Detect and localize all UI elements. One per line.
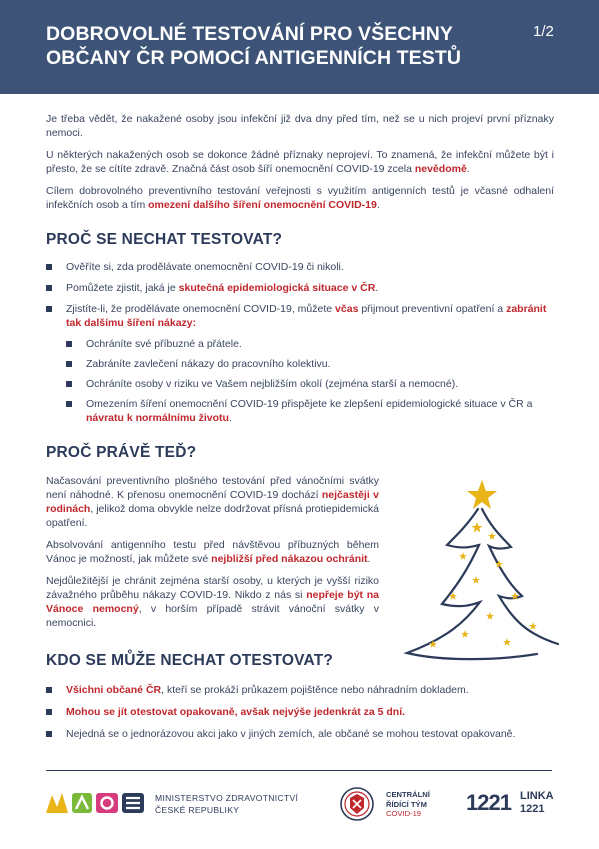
who-list bbox=[46, 683, 554, 741]
why-now-section bbox=[46, 474, 379, 630]
section-heading-why-now: PROČ PRÁVĚ TEĎ? bbox=[46, 444, 197, 461]
intro-section bbox=[46, 112, 554, 212]
page-title bbox=[46, 22, 516, 70]
list-item: Omezením šíření onemocnění COVID-19 přispějete ke zlepšení epidemiologické situace v ČR a návratu k normálnímu životu. bbox=[66, 397, 554, 425]
list-item: Ověříte si, zda prodělávate onemocnění COVID-19 či nikoli. bbox=[46, 260, 554, 274]
bullet-square-icon bbox=[46, 731, 52, 737]
list-item: Zabráníte zavlečení nákazy do pracovního kolektivu. bbox=[66, 357, 554, 371]
section-heading-why-test: PROČ SE NECHAT TESTOVAT? bbox=[46, 231, 283, 248]
title-line-2: OBČANY ČR POMOCÍ ANTIGENNÍCH TESTŮ bbox=[46, 47, 462, 69]
crt-emblem-icon bbox=[340, 786, 374, 822]
bullet-square-icon bbox=[66, 341, 72, 347]
bullet-square-icon bbox=[66, 381, 72, 387]
list-item: Pomůžete zjistit, jaká je skutečná epidemiologická situace v ČR. bbox=[46, 281, 554, 295]
why-now-paragraph-3: Nejdůležitější je chránit zejména starší osoby, u kterých je vyšší riziko závažného průběhu nákazy COVID-19. Nikdo z nás si nepřeje být na Vánoce nemocný, v horším případě strávit vánoční svátky v nemocnici. bbox=[46, 575, 379, 629]
list-item: Všichni občané ČR, kteří se prokáží průkazem pojištěnce nebo náhradním dokladem. bbox=[46, 683, 554, 697]
why-now-paragraph-1: Načasování preventivního plošného testování před vánočními svátky není náhodné. K přenosu onemocnění COVID-19 dochází nejčastěji v rodinách, jelikož doma obvykle nelze dodržovat přísná protiepidemická opatření. bbox=[46, 475, 379, 529]
list-item: Mohou se jít otestovat opakovaně, avšak nejvýše jedenkrát za 5 dní. bbox=[46, 705, 554, 719]
linka-logo bbox=[466, 789, 511, 817]
bullet-square-icon bbox=[46, 709, 52, 715]
intro-paragraph-1: Je třeba vědět, že nakažené osoby jsou infekční již dva dny před tím, než se u nich projeví první příznaky nemoci. bbox=[46, 113, 554, 139]
list-item: Ochráníte své příbuzné a přátele. bbox=[66, 337, 554, 351]
bullet-square-icon bbox=[66, 361, 72, 367]
main-content bbox=[46, 112, 554, 741]
bullet-square-icon bbox=[46, 285, 52, 291]
linka-logo-number: 1221 bbox=[466, 790, 511, 815]
ministry-logo-icon bbox=[46, 791, 144, 815]
crt-name: CENTRÁLNÍ ŘÍDÍCÍ TÝM COVID-19 bbox=[386, 790, 430, 818]
bullet-square-icon bbox=[66, 401, 72, 407]
linka-label: LINKA 1221 bbox=[520, 790, 554, 815]
page-number: 1/2 bbox=[533, 23, 554, 40]
footer-divider bbox=[46, 770, 552, 771]
list-item: Ochráníte osoby v riziku ve Vašem nejbližším okolí (zejména starší a nemocné). bbox=[66, 377, 554, 391]
intro-paragraph-2: U některých nakažených osob se dokonce žádné příznaky neprojeví. To znamená, že infekční můžete být i přesto, že se cítíte zdravě. Značná část osob šíří onemocnění COVID-19 zcela nevědomě. bbox=[46, 149, 554, 175]
why-now-paragraph-2: Absolvování antigenního testu před návštěvou příbuzných během Vánoc je možností, jak můžete své nejbližší před nákazou ochránit. bbox=[46, 539, 379, 565]
bullet-square-icon bbox=[46, 264, 52, 270]
header-banner bbox=[0, 0, 599, 94]
intro-paragraph-3: Cílem dobrovolného preventivního testování veřejnosti s využitím antigenních testů je včasné odhalení infekčních osob a tím omezení dalšího šíření onemocnění COVID-19. bbox=[46, 185, 554, 211]
bullet-square-icon bbox=[46, 687, 52, 693]
section-heading-who: KDO SE MŮŽE NECHAT OTESTOVAT? bbox=[46, 652, 334, 669]
bullet-square-icon bbox=[46, 306, 52, 312]
list-item: Zjistíte-li, že prodělávate onemocnění COVID-19, můžete včas přijmout preventivní opatření a zabránit tak dalšímu šíření nákazy: bbox=[46, 302, 554, 330]
title-line-1: DOBROVOLNÉ TESTOVÁNÍ PRO VŠECHNY bbox=[46, 23, 453, 45]
list-item: Nejedná se o jednorázovou akci jako v jiných zemích, ale občané se mohou testovat opakovaně. bbox=[46, 727, 554, 741]
ministry-name: MINISTERSTVO ZDRAVOTNICTVÍ ČESKÉ REPUBLIKY bbox=[155, 793, 299, 815]
why-test-list bbox=[46, 260, 554, 330]
why-test-sublist bbox=[66, 337, 554, 425]
